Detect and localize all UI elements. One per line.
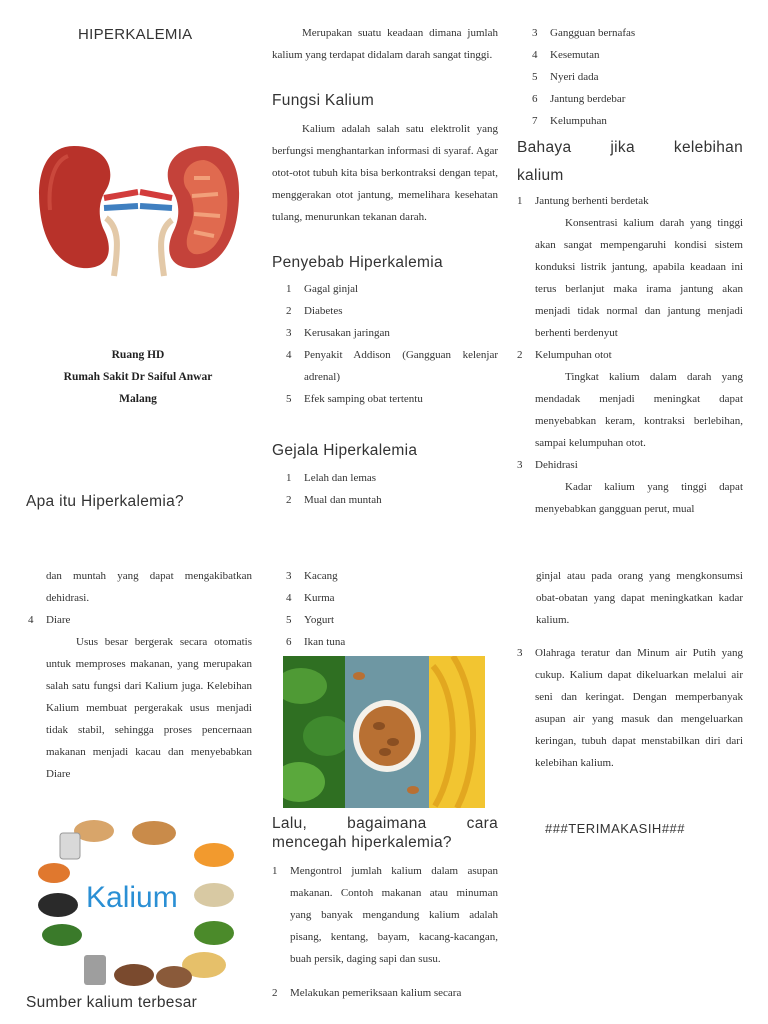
food-photo <box>283 656 485 808</box>
bahaya-list <box>517 190 743 520</box>
section-heading-apa-itu: Apa itu Hiperkalemia? <box>26 493 184 510</box>
section-heading-fungsi: Fungsi Kalium <box>272 92 375 109</box>
kidney-illustration <box>34 138 244 278</box>
list-item: 7 Kelumpuhan <box>532 115 607 127</box>
list-item: 2 Melakukan pemeriksaan kalium secara <box>272 987 462 999</box>
list-item: 3 Dehidrasi <box>517 459 578 471</box>
list-item: 2 Kelumpuhan otot <box>517 349 612 361</box>
gejala-list-continued <box>532 22 744 132</box>
list-item: 1 Lelah dan lemas <box>286 472 377 484</box>
olahraga-item <box>517 642 743 774</box>
list-item: 1 Jantung berhenti berdetak <box>517 195 649 207</box>
list-item: 3 Olahraga teratur dan Minum air Putih yang cukup. Kalium dapat dikeluarkan melalui air seni dan keringat. Dengan memperbanyak asupan air yang masuk dan mengeluarkan keringan, tubuh dapat menstabilkan diri dari kelebihan kalium. <box>517 647 743 769</box>
list-item: 6 Ikan tuna <box>286 636 346 648</box>
list-item: 2 Diabetes <box>286 305 343 317</box>
kalium-label: Kalium <box>86 881 178 914</box>
list-item: 1 Gagal ginjal <box>286 283 359 295</box>
bahaya-description: Kadar kalium yang tinggi dapat menyebabkan gangguan perut, mual <box>535 481 743 515</box>
gejala-list <box>286 467 498 511</box>
sumber-list <box>286 565 498 653</box>
list-item: 4 Penyakit Addison (Gangguan kelenjar adrenal) <box>286 349 498 383</box>
dehidrasi-continued: dan muntah yang dapat mengakibatkan dehidrasi. <box>46 570 252 604</box>
kalium-food-image <box>34 815 244 993</box>
closing-thanks: ###TERIMAKASIH### <box>545 821 686 836</box>
section-heading-penyebab: Penyebab Hiperkalemia <box>272 254 443 271</box>
list-item: 4 Kurma <box>286 592 335 604</box>
list-item: 4 Diare <box>28 614 71 626</box>
bahaya-description: Tingkat kalium dalam darah yang mendadak menjadi meningkat dapat menyebabkan keram, kontraksi berlebihan, sampai kelumpuhan otot. <box>535 371 743 449</box>
list-item: 1 Mengontrol jumlah kalium dalam asupan makanan. Contoh makanan atau minuman yang banyak mengandung kalium adalah pisang, kentang, bayam, kacang-kacangan, buah persik, daging sapi dan susu. <box>272 865 498 965</box>
bahaya-description: Konsentrasi kalium darah yang tinggi akan sangat mempengaruhi kondisi sistem konduksi listrik jantung, apabila keadaan ini terus berlanjut maka irama jantung akan menjadi tidak normal dan jantung menjadi berhenti berdenyut <box>535 217 743 339</box>
list-item: 3 Gangguan bernafas <box>532 27 636 39</box>
section-heading-gejala: Gejala Hiperkalemia <box>272 442 418 459</box>
list-item: 5 Nyeri dada <box>532 71 599 83</box>
list-item: 2 Mual dan muntah <box>286 494 382 506</box>
address-line: Rumah Sakit Dr Saiful Anwar <box>63 371 213 383</box>
section-heading-sumber: Sumber kalium terbesar <box>26 994 198 1011</box>
address-block <box>30 344 246 410</box>
section-heading-bahaya: Bahaya jika kelebihan kalium <box>517 139 743 184</box>
fungsi-text: Kalium adalah salah satu elektrolit yang berfungsi menghantarkan informasi di syaraf. Agar otot-otot tubuh kita bisa berkontraksi dengan tepat, menggerakan otot jantung, memelihara kesehatan tulang, menurunkan tekanan darah. <box>272 123 498 223</box>
list-item: 3 Kacang <box>286 570 338 582</box>
list-item: 5 Efek samping obat tertentu <box>286 393 423 405</box>
penyebab-list <box>286 278 498 410</box>
section-heading-cegah: Lalu, bagaimana cara mencegah hiperkalemia? <box>272 815 498 851</box>
list-item: 6 Jantung berdebar <box>532 93 626 105</box>
brochure-title: HIPERKALEMIA <box>78 26 193 43</box>
list-item: 3 Kerusakan jaringan <box>286 327 390 339</box>
cegah-list <box>272 860 498 1004</box>
diare-item <box>28 609 252 785</box>
address-line: Malang <box>119 393 157 405</box>
definition-text: Merupakan suatu keadaan dimana jumlah kalium yang terdapat didalam darah sangat tinggi. <box>272 27 498 61</box>
list-item: 4 Kesemutan <box>532 49 600 61</box>
address-line: Ruang HD <box>111 349 165 361</box>
list-item: 5 Yogurt <box>286 614 335 626</box>
diare-description: Usus besar bergerak secara otomatis untuk memproses makanan, yang merupakan salah satu fungsi dari Kalium juga. Kelebihan Kalium membuat pergerakak usus menjadi tidak stabil, sehingga proses pencernaan makanan menjadi kacau dan menyebabkan Diare <box>46 636 252 780</box>
pemeriksaan-continued: ginjal atau pada orang yang mengkonsumsi obat-obatan yang dapat meningkatkan kadar kalium. <box>536 570 743 626</box>
